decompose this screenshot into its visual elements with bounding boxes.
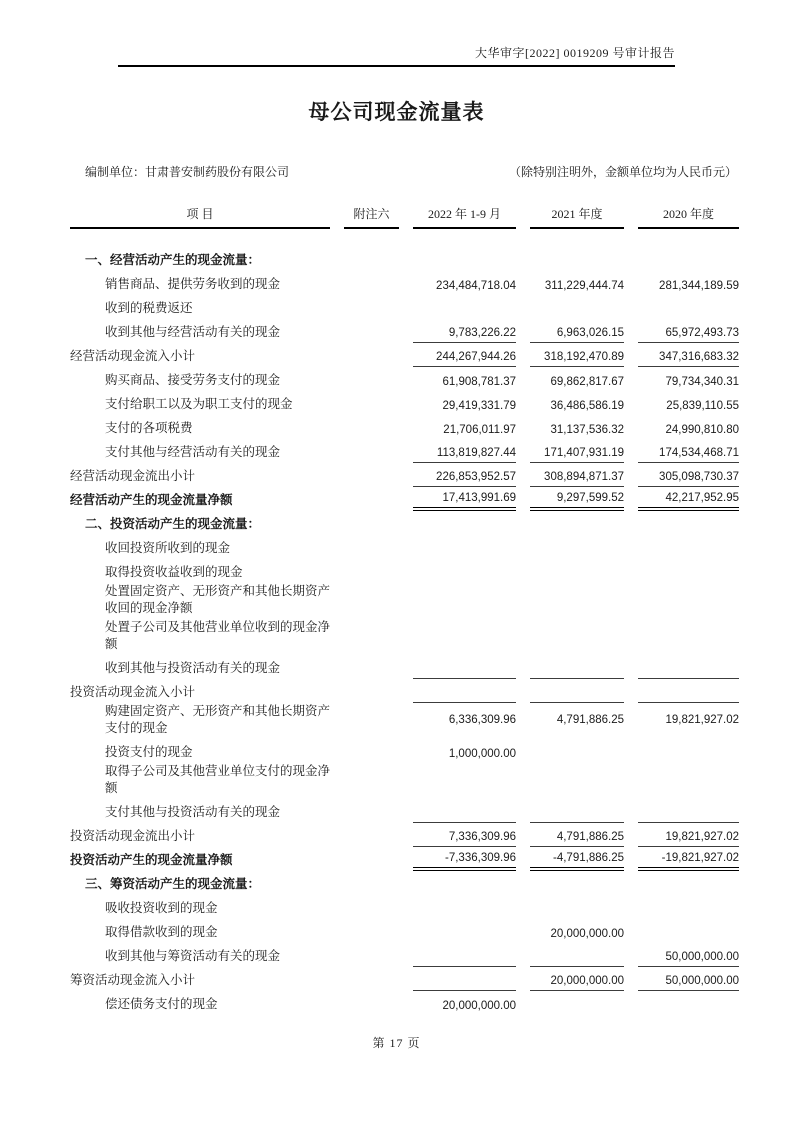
cell-2022: [413, 940, 516, 943]
cell-2020: [638, 892, 739, 895]
cell-2020: [638, 675, 739, 679]
row-label: 三、筹资活动产生的现金流量：: [85, 876, 261, 891]
table-row: [70, 895, 739, 919]
cell-note: [344, 460, 399, 463]
cell-2021: 318,192,470.89: [530, 351, 624, 367]
row-label: 收到其他与筹资活动有关的现金: [105, 948, 281, 963]
cell-2020: -19,821,927.02: [638, 852, 739, 871]
row-label: 吸收投资收到的现金: [105, 900, 218, 915]
row-label: 支付的各项税费: [105, 420, 193, 435]
report-number: 大华审字[2022] 0019209 号审计报告: [475, 46, 675, 60]
page-title: 母公司现金流量表: [308, 100, 485, 124]
cell-2022: 9,783,226.22: [413, 327, 516, 343]
cell-note: [344, 940, 399, 943]
row-label: 二、投资活动产生的现金流量：: [85, 516, 261, 531]
table-row: [70, 583, 739, 619]
cell-2020: 50,000,000.00: [638, 975, 739, 991]
cell-note: [344, 600, 399, 603]
cell-note: [344, 364, 399, 367]
table-row: [70, 535, 739, 559]
cell-2021: 4,791,886.25: [556, 713, 624, 726]
row-label: 一、经营活动产生的现金流量：: [85, 252, 261, 267]
cell-2020: [638, 916, 739, 919]
cell-2020: 19,821,927.02: [665, 713, 739, 726]
row-label: 投资活动现金流入小计: [70, 684, 196, 699]
table-row: [70, 319, 739, 343]
cell-2020: 50,000,000.00: [638, 951, 739, 967]
cell-note: [344, 868, 399, 871]
page-footer: 第 17 页: [372, 1036, 421, 1050]
cell-2022: [413, 532, 516, 535]
table-row: [70, 763, 739, 799]
row-label: 偿还债务支付的现金: [105, 996, 218, 1011]
cell-2020: [638, 760, 739, 763]
table-header-row: [70, 205, 739, 229]
row-label: 收到的税费返还: [105, 300, 193, 315]
cell-2021: 20,000,000.00: [530, 975, 624, 991]
cell-2020: 24,990,810.80: [665, 424, 739, 436]
cell-2020: [638, 819, 739, 823]
column-header-item: 项 目: [70, 205, 330, 229]
row-label: 经营活动现金流出小计: [70, 468, 196, 483]
column-header-note: 附注六: [344, 205, 399, 229]
cell-note: [344, 532, 399, 535]
cell-2021: 4,791,886.25: [530, 831, 624, 847]
currency-unit-note: （除特别注明外，金额单位均为人民币元）: [508, 165, 737, 179]
info-row: [85, 163, 737, 180]
cell-2021: [530, 699, 624, 703]
cell-note: [344, 436, 399, 439]
cell-note: [344, 556, 399, 559]
row-label: 处置固定资产、无形资产和其他长期资产收回的现金净额: [105, 584, 331, 615]
row-label: 筹资活动现金流入小计: [70, 972, 196, 987]
cell-2022: [413, 916, 516, 919]
cell-2020: [638, 600, 739, 603]
cell-note: [344, 780, 399, 783]
cell-2020: 347,316,683.32: [638, 351, 739, 367]
table-row: [70, 343, 739, 367]
cell-2022: 29,419,331.79: [442, 400, 516, 412]
table-row: [70, 463, 739, 487]
row-label: 投资支付的现金: [105, 744, 193, 759]
cell-2022: 7,336,309.96: [413, 831, 516, 847]
cell-2020: 174,534,468.71: [638, 447, 739, 463]
table-row: [70, 511, 739, 535]
row-label: 购买商品、接受劳务支付的现金: [105, 372, 281, 387]
cell-note: [344, 484, 399, 487]
prepared-by-label: 编制单位：甘肃普安制药股份有限公司: [85, 165, 290, 179]
cell-2020: [638, 1012, 739, 1015]
column-header-2022: 2022 年 1-9 月: [413, 205, 516, 229]
cell-2020: [638, 940, 739, 943]
cell-2022: [413, 699, 516, 703]
table-row: [70, 967, 739, 991]
cell-2021: [530, 760, 624, 763]
cell-2022: -7,336,309.96: [413, 852, 516, 871]
column-header-2021: 2021 年度: [530, 205, 624, 229]
cell-note: [344, 988, 399, 991]
table-row: [70, 703, 739, 739]
cell-note: [344, 508, 399, 511]
cell-2022: [413, 780, 516, 783]
cell-2021: -4,791,886.25: [530, 852, 624, 871]
cell-2022: [413, 963, 516, 967]
cell-note: [344, 268, 399, 271]
row-label: 处置子公司及其他营业单位收到的现金净额: [105, 620, 331, 651]
cell-2022: [413, 268, 516, 271]
table-row: [70, 739, 739, 763]
cell-2022: [413, 580, 516, 583]
cell-note: [344, 916, 399, 919]
row-label: 支付给职工以及为职工支付的现金: [105, 396, 293, 411]
table-row: [70, 919, 739, 943]
row-label: 取得子公司及其他营业单位支付的现金净额: [105, 764, 331, 795]
row-label: 支付其他与投资活动有关的现金: [105, 804, 281, 819]
cell-2022: [413, 600, 516, 603]
row-label: 收回投资所收到的现金: [105, 540, 231, 555]
cell-2021: [530, 780, 624, 783]
cell-2022: [413, 636, 516, 639]
cell-2021: 308,894,871.37: [530, 471, 624, 487]
cell-2021: 36,486,586.19: [550, 400, 624, 412]
table-row: [70, 619, 739, 655]
table-row: [70, 871, 739, 895]
cell-2022: 17,413,991.69: [413, 492, 516, 511]
cell-2022: [413, 675, 516, 679]
cell-2022: 20,000,000.00: [442, 1000, 516, 1012]
row-label: 投资活动现金流出小计: [70, 828, 196, 843]
cell-2022: 1,000,000.00: [448, 748, 516, 760]
table-row: [70, 415, 739, 439]
cell-2020: [638, 316, 739, 319]
cell-2022: 21,706,011.97: [443, 424, 516, 436]
column-header-2020: 2020 年度: [638, 205, 739, 229]
report-header: [118, 44, 675, 67]
cell-note: [344, 580, 399, 583]
cell-2021: 311,229,444.74: [544, 280, 624, 292]
cell-2021: [530, 532, 624, 535]
cell-2022: [413, 819, 516, 823]
table-row: [70, 439, 739, 463]
cell-2022: [413, 892, 516, 895]
cell-2020: 65,972,493.73: [638, 327, 739, 343]
cell-2020: [638, 556, 739, 559]
cell-note: [344, 636, 399, 639]
cell-note: [344, 1012, 399, 1015]
cell-2021: [530, 600, 624, 603]
cell-2020: [638, 780, 739, 783]
cell-2021: [530, 580, 624, 583]
row-label: 收到其他与投资活动有关的现金: [105, 660, 281, 675]
row-label: 收到其他与经营活动有关的现金: [105, 324, 281, 339]
cell-2021: [530, 268, 624, 271]
cell-note: [344, 760, 399, 763]
cell-2021: [530, 556, 624, 559]
cell-2021: [530, 316, 624, 319]
cell-2020: 79,734,340.31: [665, 376, 739, 388]
cashflow-table-body: [70, 247, 739, 1015]
cell-note: [344, 720, 399, 723]
cell-2022: 244,267,944.26: [413, 351, 516, 367]
cell-2021: 31,137,536.32: [550, 424, 624, 436]
row-label: 取得投资收益收到的现金: [105, 564, 243, 579]
cell-note: [344, 844, 399, 847]
cell-2022: 113,819,827.44: [413, 447, 516, 463]
cell-note: [344, 412, 399, 415]
table-row: [70, 847, 739, 871]
table-row: [70, 391, 739, 415]
cashflow-table: [70, 205, 739, 1015]
cell-2022: 6,336,309.96: [448, 713, 516, 726]
table-row: [70, 271, 739, 295]
cell-note: [344, 316, 399, 319]
table-row: [70, 559, 739, 583]
cell-2020: 19,821,927.02: [638, 831, 739, 847]
cell-2020: [638, 532, 739, 535]
cell-2020: [638, 636, 739, 639]
cell-2021: 20,000,000.00: [550, 928, 624, 940]
table-row: [70, 487, 739, 511]
row-label: 支付其他与经营活动有关的现金: [105, 444, 281, 459]
table-row: [70, 295, 739, 319]
cell-note: [344, 820, 399, 823]
cell-note: [344, 292, 399, 295]
cell-2022: 61,908,781.37: [442, 376, 516, 388]
row-label: 销售商品、提供劳务收到的现金: [105, 276, 281, 291]
cell-note: [344, 964, 399, 967]
cell-note: [344, 892, 399, 895]
cell-2020: 281,344,189.59: [659, 280, 739, 292]
cell-2021: [530, 1012, 624, 1015]
row-label: 投资活动产生的现金流量净额: [70, 852, 233, 867]
cell-2020: [638, 699, 739, 703]
cell-note: [344, 676, 399, 679]
cell-2022: [413, 316, 516, 319]
cell-2021: 69,862,817.67: [550, 376, 624, 388]
table-row: [70, 799, 739, 823]
cell-2022: 234,484,718.04: [436, 280, 516, 292]
cell-2020: [638, 580, 739, 583]
table-row: [70, 991, 739, 1015]
cell-2021: 171,407,931.19: [530, 447, 624, 463]
cell-note: [344, 340, 399, 343]
cell-2021: [530, 963, 624, 967]
cell-2020: [638, 268, 739, 271]
table-row: [70, 679, 739, 703]
cell-2021: [530, 819, 624, 823]
row-label: 取得借款收到的现金: [105, 924, 218, 939]
cell-2020: 42,217,952.95: [638, 492, 739, 511]
cell-2021: 6,963,026.15: [530, 327, 624, 343]
table-row: [70, 655, 739, 679]
cell-2022: 226,853,952.57: [413, 471, 516, 487]
cell-2020: 305,098,730.37: [638, 471, 739, 487]
row-label: 购建固定资产、无形资产和其他长期资产支付的现金: [105, 704, 331, 735]
row-label: 经营活动产生的现金流量净额: [70, 492, 233, 507]
cell-2021: [530, 916, 624, 919]
table-row: [70, 823, 739, 847]
row-label: 经营活动现金流入小计: [70, 348, 196, 363]
cell-2021: [530, 892, 624, 895]
cell-2022: [413, 987, 516, 991]
cell-2021: [530, 675, 624, 679]
cell-note: [344, 388, 399, 391]
table-row: [70, 367, 739, 391]
cell-2021: 9,297,599.52: [530, 492, 624, 511]
table-row: [70, 247, 739, 271]
cell-2020: 25,839,110.55: [666, 400, 739, 412]
cell-2022: [413, 556, 516, 559]
cell-2021: [530, 636, 624, 639]
cell-note: [344, 700, 399, 703]
table-row: [70, 943, 739, 967]
